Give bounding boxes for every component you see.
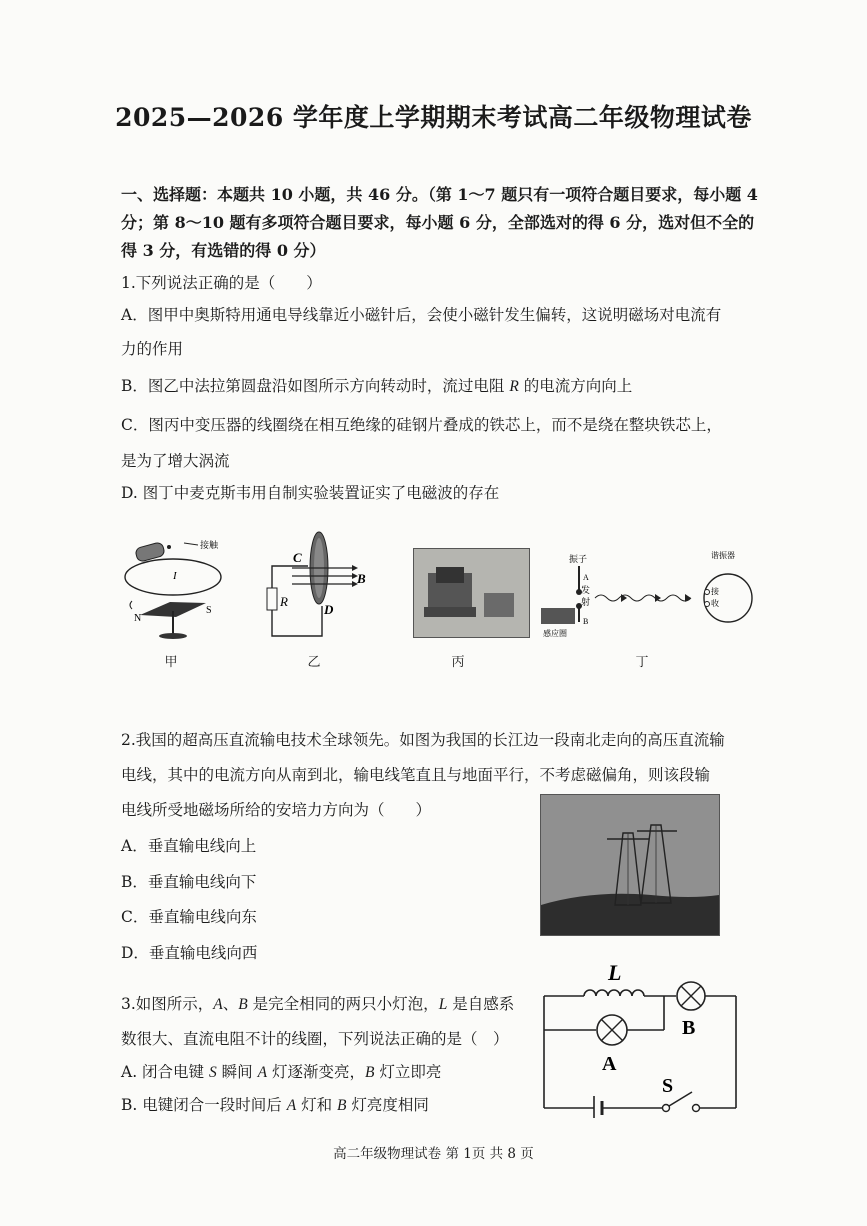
q1-option-c-line2: 是为了增大涡流 [121, 452, 230, 470]
q1-option-d: D. 图丁中麦克斯韦用自制实验装置证实了电磁波的存在 [121, 484, 500, 502]
svg-text:B: B [583, 617, 589, 626]
svg-text:射: 射 [581, 597, 591, 607]
figure-yi-faraday-disk [262, 528, 372, 640]
svg-text:B: B [682, 1017, 696, 1039]
q1-option-a-line1: A．图甲中奥斯特用通电导线靠近小磁针后，会使小磁针发生偏转，这说明磁场对电流有 [121, 306, 722, 324]
page-footer: 高二年级物理试卷 第 1页 共 8 页 [333, 1146, 534, 1162]
svg-text:谐振器: 谐振器 [711, 551, 735, 560]
q2-option-c: C．垂直输电线向东 [121, 908, 257, 926]
svg-text:D: D [324, 602, 334, 617]
q1-stem: 1.下列说法正确的是（ ） [121, 274, 322, 292]
q2-option-a: A．垂直输电线向上 [121, 837, 257, 855]
svg-text:B: B [357, 571, 366, 586]
svg-text:发: 发 [581, 585, 591, 595]
svg-text:R: R [280, 594, 288, 609]
q3-stem-line1: 3.如图所示，A、B 是完全相同的两只小灯泡，L 是自感系 [121, 995, 515, 1013]
svg-text:N: N [134, 613, 142, 624]
figure-ding-hertz-apparatus [535, 548, 760, 643]
q3-stem-line2: 数很大、直流电阻不计的线圈，下列说法正确的是（ ） [121, 1030, 509, 1048]
page-title: 2025—2026 学年度上学期期末考试高二年级物理试卷 [115, 103, 752, 132]
q3-option-b: B. 电键闭合一段时间后 A 灯和 B 灯亮度相同 [121, 1096, 429, 1114]
svg-text:C: C [293, 550, 302, 565]
svg-text:振子: 振子 [569, 554, 588, 564]
section-heading-line1: 一、选择题：本题共 10 小题，共 46 分。（第 1～7 题只有一项符合题目要求，每小题 4 [121, 185, 758, 204]
svg-text:感应圈: 感应圈 [543, 629, 567, 638]
q2-transmission-tower-photo [540, 794, 720, 936]
svg-text:I: I [173, 570, 177, 582]
q1-option-a-line2: 力的作用 [121, 340, 184, 358]
q2-stem-line3: 电线所受地磁场所给的安培力方向为（ ） [121, 801, 432, 819]
svg-text:接: 接 [711, 587, 719, 596]
svg-text:S: S [662, 1075, 674, 1097]
section-heading [121, 181, 761, 265]
figure-jia-caption: 甲 [164, 655, 178, 670]
q2-stem-line2: 电线，其中的电流方向从南到北，输电线笔直且与地面平行，不考虑磁偏角，则该段输 [121, 766, 711, 784]
figure-bing-caption: 丙 [451, 655, 465, 670]
q3-circuit-diagram [536, 958, 748, 1118]
svg-text:A: A [602, 1053, 617, 1075]
svg-text:S: S [206, 605, 212, 616]
q1-option-c-line1: C．图丙中变压器的线圈绕在相互绝缘的硅钢片叠成的铁芯上，而不是绕在整块铁芯上， [121, 416, 722, 434]
figure-yi-caption: 乙 [307, 655, 321, 670]
q1-option-b: B．图乙中法拉第圆盘沿如图所示方向转动时，流过电阻 R 的电流方向向上 [121, 377, 633, 395]
figure-ding-caption: 丁 [635, 655, 649, 670]
section-heading-line3: 得 3 分，有选错的得 0 分） [121, 241, 326, 260]
svg-text:收: 收 [711, 599, 719, 608]
q2-option-d: D．垂直输电线向西 [121, 944, 258, 962]
figure-jia-oersted [118, 535, 228, 645]
figure-bing-transformer-photo [413, 548, 530, 638]
svg-text:A: A [583, 573, 589, 582]
svg-text:L: L [608, 960, 622, 985]
q2-option-b: B．垂直输电线向下 [121, 873, 257, 891]
q3-option-a: A. 闭合电键 S 瞬间 A 灯逐渐变亮，B 灯立即亮 [121, 1063, 442, 1081]
section-heading-line2: 分；第 8～10 题有多项符合题目要求，每小题 6 分，全部选对的得 6 分，选对但不全的 [121, 213, 755, 232]
label-contact: 接触 [200, 540, 219, 550]
q2-stem-line1: 2.我国的超高压直流输电技术全球领先。如图为我国的长江边一段南北走向的高压直流输 [121, 731, 725, 749]
